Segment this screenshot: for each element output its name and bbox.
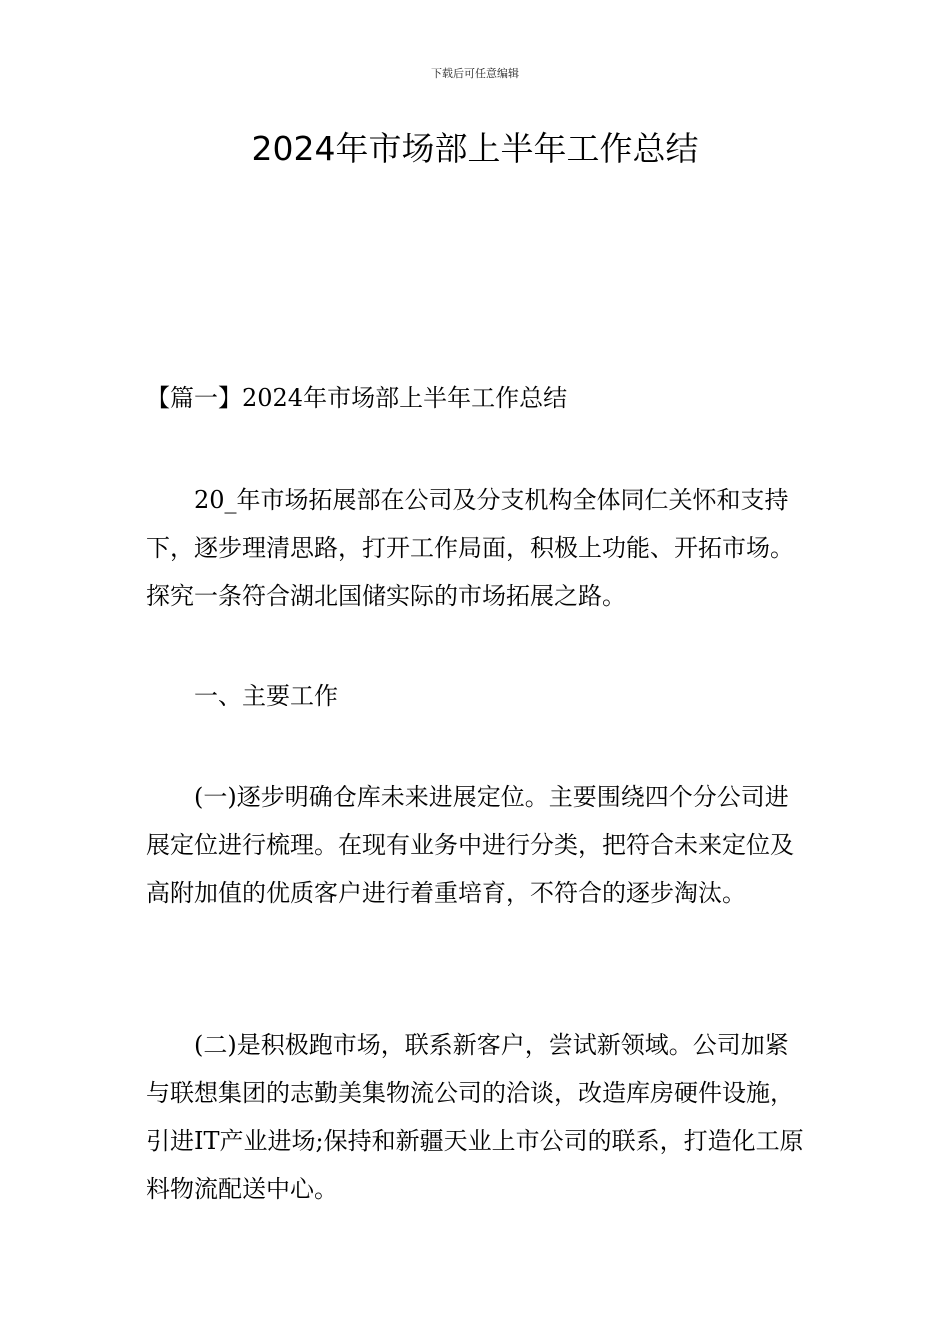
- section-heading: 【篇一】2024年市场部上半年工作总结: [146, 384, 568, 412]
- header-note: 下载后可任意编辑: [431, 67, 519, 80]
- main-work-heading: 一、主要工作: [194, 682, 338, 710]
- document-title: 2024年市场部上半年工作总结: [251, 129, 699, 168]
- work-item-1-paragraph: (一)逐步明确仓库未来进展定位。主要围绕四个分公司进展定位进行梳理。在现有业务中进行分类，把符合未来定位及高附加值的优质客户进行着重培育，不符合的逐步淘汰。: [146, 783, 794, 907]
- work-item-2-paragraph: (二)是积极跑市场，联系新客户，尝试新领域。公司加紧与联想集团的志勤美集物流公司的洽谈，改造库房硬件设施，引进IT产业进场;保持和新疆天业上市公司的联系，打造化工原料物流配送中心。: [146, 1031, 804, 1203]
- intro-paragraph: 20_年市场拓展部在公司及分支机构全体同仁关怀和支持下，逐步理清思路，打开工作局面，积极上功能、开拓市场。探究一条符合湖北国储实际的市场拓展之路。: [146, 486, 794, 610]
